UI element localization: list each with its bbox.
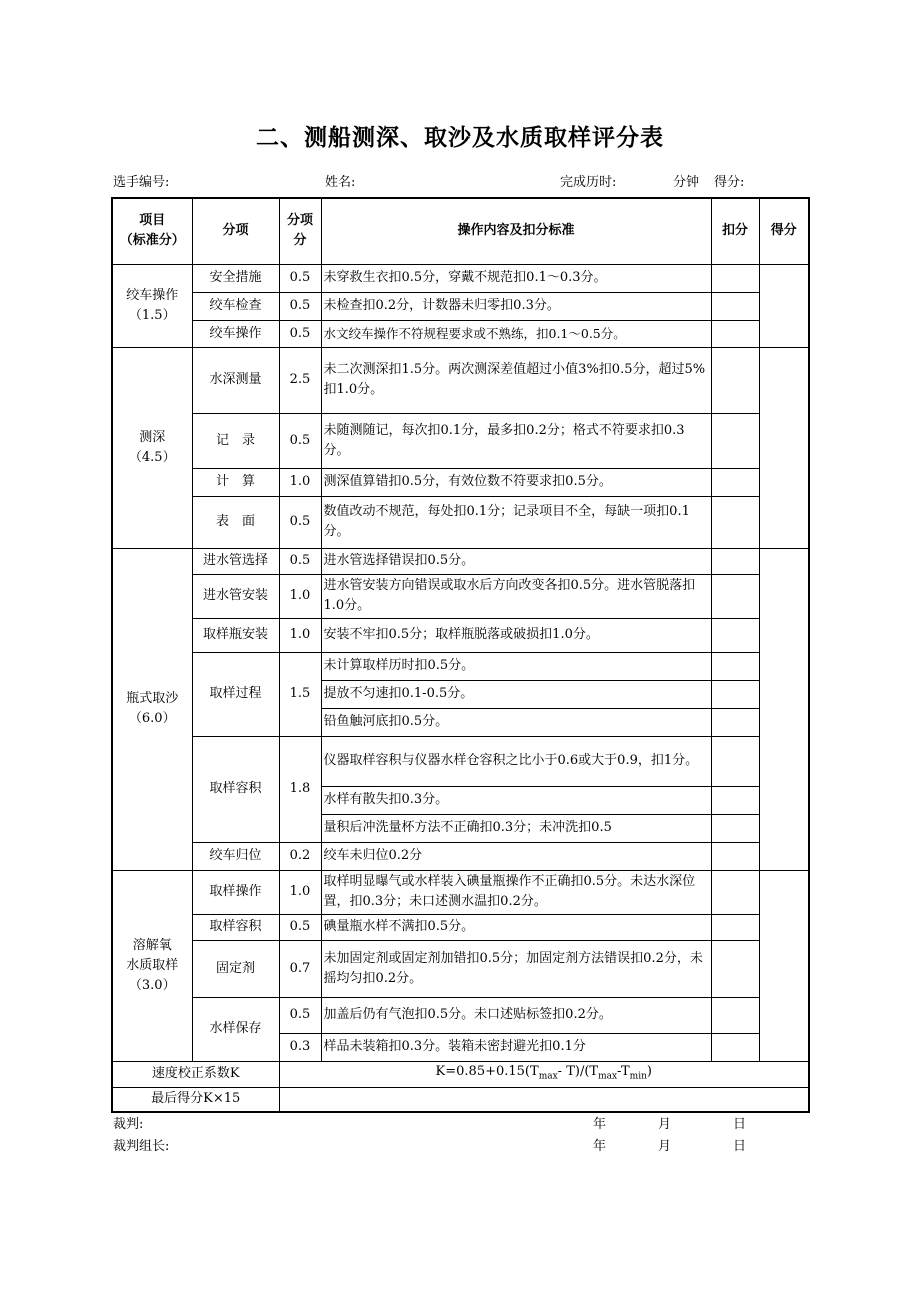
day-label: 日: [733, 1117, 747, 1132]
table-row: [112, 736, 809, 786]
criteria-text: 未二次测深扣1.5分。两次测深差值超过小值3%扣0.5分，超过5%扣1.0分。: [321, 347, 711, 413]
table-row: [112, 574, 809, 618]
criteria-text: 安装不牢扣0.5分；取样瓶脱落或破损扣1.0分。: [321, 618, 711, 652]
sub-item: 绞车归位: [192, 842, 279, 870]
table-row: [112, 652, 809, 680]
header-item: 项目 （标准分）: [112, 198, 192, 264]
criteria-text: 量积后冲洗量杯方法不正确扣0.3分；未冲洗扣0.5: [321, 814, 711, 842]
deduction-cell[interactable]: [711, 708, 759, 736]
sub-score: 0.5: [279, 413, 321, 468]
deduction-cell[interactable]: [711, 413, 759, 468]
sub-score: 0.5: [279, 496, 321, 548]
year-label: 年: [593, 1117, 607, 1132]
sub-score: 1.0: [279, 618, 321, 652]
header-sub-score: 分项 分: [279, 198, 321, 264]
criteria-text: 碘量瓶水样不满扣0.5分。: [321, 914, 711, 940]
total-cell[interactable]: [759, 548, 809, 870]
table-row: [112, 468, 809, 496]
header-total: 得分: [759, 198, 809, 264]
table-row: [112, 548, 809, 574]
header-sub-item: 分项: [192, 198, 279, 264]
sub-item: 安全措施: [192, 264, 279, 292]
sub-item: 绞车操作: [192, 320, 279, 347]
final-score-row: [112, 1087, 809, 1112]
table-row: [112, 292, 809, 320]
final-score-label: 最后得分K×15: [112, 1087, 279, 1112]
table-row: [112, 496, 809, 548]
sub-score: 0.5: [279, 292, 321, 320]
criteria-text: 未随测随记，每次扣0.1分，最多扣0.2分；格式不符要求扣0.3分。: [321, 413, 711, 468]
criteria-text: 未加固定剂或固定剂加错扣0.5分；加固定剂方法错误扣0.2分，未摇均匀扣0.2分。: [321, 940, 711, 997]
criteria-text: 样品未装箱扣0.3分。装箱未密封避光扣0.1分: [321, 1033, 711, 1061]
table-row: [112, 347, 809, 413]
sub-score: 0.2: [279, 842, 321, 870]
name-label: 姓名:: [325, 175, 356, 190]
criteria-text: 铅鱼触河底扣0.5分。: [321, 708, 711, 736]
criteria-text: 未计算取样历时扣0.5分。: [321, 652, 711, 680]
deduction-cell[interactable]: [711, 914, 759, 940]
criteria-text: 仪器取样容积与仪器水样仓容积之比小于0.6或大于0.9，扣1分。: [321, 736, 711, 786]
criteria-text: 提放不匀速扣0.1-0.5分。: [321, 680, 711, 708]
deduction-cell[interactable]: [711, 736, 759, 786]
sub-score: 0.3: [279, 1033, 321, 1061]
total-cell[interactable]: [759, 870, 809, 1061]
sub-item: 水深测量: [192, 347, 279, 413]
criteria-text: 加盖后仍有气泡扣0.5分。未口述贴标签扣0.2分。: [321, 997, 711, 1033]
deduction-cell[interactable]: [711, 786, 759, 814]
deduction-cell[interactable]: [711, 320, 759, 347]
sub-item: 取样过程: [192, 652, 279, 736]
sub-item: 绞车检查: [192, 292, 279, 320]
table-row: [112, 870, 809, 914]
deduction-cell[interactable]: [711, 652, 759, 680]
judge-label: 裁判:: [113, 1117, 144, 1132]
sub-item: 进水管安装: [192, 574, 279, 618]
month-label: 月: [658, 1139, 672, 1154]
table-row: [112, 320, 809, 347]
section-depth: 测深 （4.5）: [112, 347, 192, 548]
total-cell[interactable]: [759, 264, 809, 347]
deduction-cell[interactable]: [711, 1033, 759, 1061]
sub-score: 1.0: [279, 574, 321, 618]
sub-item: 固定剂: [192, 940, 279, 997]
sub-score: 0.5: [279, 264, 321, 292]
criteria-text: 测深值算错扣0.5分，有效位数不符要求扣0.5分。: [321, 468, 711, 496]
final-score-cell[interactable]: [279, 1087, 809, 1112]
sub-item: 进水管选择: [192, 548, 279, 574]
deduction-cell[interactable]: [711, 292, 759, 320]
sub-score: 0.5: [279, 548, 321, 574]
criteria-text: 取样明显曝气或水样装入碘量瓶操作不正确扣0.5分。未达水深位置，扣0.3分；未口述测水温扣0.2分。: [321, 870, 711, 914]
deduction-cell[interactable]: [711, 870, 759, 914]
criteria-text: 绞车未归位0.2分: [321, 842, 711, 870]
deduction-cell[interactable]: [711, 618, 759, 652]
sub-score: 0.5: [279, 997, 321, 1033]
sub-item: 表 面: [192, 496, 279, 548]
deduction-cell[interactable]: [711, 814, 759, 842]
sub-item: 取样瓶安装: [192, 618, 279, 652]
criteria-text: 进水管安装方向错误或取水后方向改变各扣0.5分。进水管脱落扣1.0分。: [321, 574, 711, 618]
table-row: [112, 997, 809, 1033]
table-row: [112, 914, 809, 940]
speed-factor-label: 速度校正系数K: [112, 1061, 279, 1087]
score-label: 得分:: [714, 175, 745, 190]
sub-item: 计 算: [192, 468, 279, 496]
deduction-cell[interactable]: [711, 842, 759, 870]
sub-score: 0.7: [279, 940, 321, 997]
sub-score: 2.5: [279, 347, 321, 413]
table-row: [112, 842, 809, 870]
section-bottle-sampling: 瓶式取沙 （6.0）: [112, 548, 192, 870]
criteria-text: 数值改动不规范，每处扣0.1分；记录项目不全，每缺一项扣0.1分。: [321, 496, 711, 548]
deduction-cell[interactable]: [711, 347, 759, 413]
header-criteria: 操作内容及扣分标准: [321, 198, 711, 264]
sub-score: 1.8: [279, 736, 321, 842]
header-deduction: 扣分: [711, 198, 759, 264]
section-dissolved-oxygen: 溶解氧 水质取样 （3.0）: [112, 870, 192, 1061]
deduction-cell[interactable]: [711, 574, 759, 618]
criteria-text: 进水管选择错误扣0.5分。: [321, 548, 711, 574]
criteria-text: 未穿救生衣扣0.5分，穿戴不规范扣0.1～0.3分。: [321, 264, 711, 292]
sub-score: 0.5: [279, 320, 321, 347]
sub-item: 取样容积: [192, 736, 279, 842]
sub-item: 取样操作: [192, 870, 279, 914]
criteria-text: 水样有散失扣0.3分。: [321, 786, 711, 814]
header-row: [112, 198, 809, 264]
day-label: 日: [733, 1139, 747, 1154]
criteria-text: 水文绞车操作不符规程要求或不熟练，扣0.1～0.5分。: [321, 320, 711, 347]
speed-factor-formula: $K=0.85+0.15(T_{max}-$ $T)/(T_{max}-T_{min})$: [279, 1061, 809, 1087]
chief-judge-label: 裁判组长:: [113, 1139, 170, 1154]
table-row: [112, 618, 809, 652]
year-label: 年: [593, 1139, 607, 1154]
table-row: [112, 264, 809, 292]
sub-item: 水样保存: [192, 997, 279, 1061]
time-used-label: 完成历时:: [560, 175, 617, 190]
section-winch: 绞车操作 （1.5）: [112, 264, 192, 347]
score-table: [111, 197, 810, 1113]
sub-score: 1.0: [279, 468, 321, 496]
month-label: 月: [658, 1117, 672, 1132]
deduction-cell[interactable]: [711, 468, 759, 496]
page-title: 二、测船测深、取沙及水质取样评分表: [256, 125, 664, 151]
sub-item: 取样容积: [192, 914, 279, 940]
table-row: [112, 940, 809, 997]
speed-factor-row: [112, 1061, 809, 1087]
sub-item: 记 录: [192, 413, 279, 468]
minutes-label: 分钟: [673, 175, 700, 190]
deduction-cell[interactable]: [711, 496, 759, 548]
contestant-no-label: 选手编号:: [113, 175, 170, 190]
deduction-cell[interactable]: [711, 997, 759, 1033]
sub-score: 0.5: [279, 914, 321, 940]
sub-score: 1.0: [279, 870, 321, 914]
deduction-cell[interactable]: [711, 548, 759, 574]
criteria-text: 未检查扣0.2分，计数器未归零扣0.3分。: [321, 292, 711, 320]
deduction-cell[interactable]: [711, 264, 759, 292]
sub-score: 1.5: [279, 652, 321, 736]
total-cell[interactable]: [759, 347, 809, 548]
deduction-cell[interactable]: [711, 680, 759, 708]
deduction-cell[interactable]: [711, 940, 759, 997]
table-row: [112, 413, 809, 468]
